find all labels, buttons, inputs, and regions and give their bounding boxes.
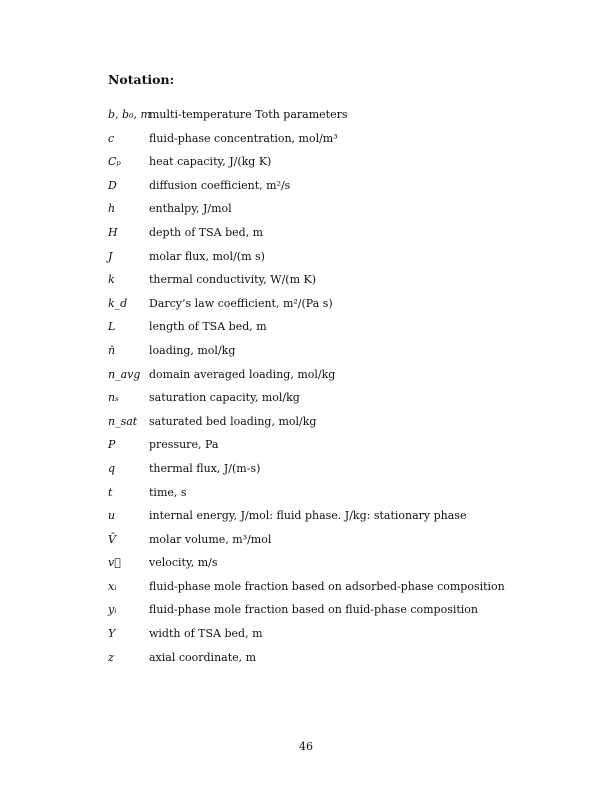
notation-row xyxy=(108,320,528,344)
notation-row xyxy=(108,226,528,250)
notation-description: axial coordinate, m xyxy=(149,650,257,664)
notation-symbol: P xyxy=(108,438,116,452)
notation-description: pressure, Pa xyxy=(149,438,219,452)
notation-symbol: t xyxy=(108,485,113,499)
notation-symbol: yᵢ xyxy=(108,603,117,617)
notation-row xyxy=(108,297,528,321)
notation-row xyxy=(108,179,528,203)
notation-symbol: v⃗ xyxy=(108,556,121,570)
page-number: 46 xyxy=(299,740,313,753)
notation-row xyxy=(108,155,528,179)
notation-description: length of TSA bed, m xyxy=(149,320,267,334)
notation-symbol: xᵢ xyxy=(108,579,117,593)
notation-description: fluid-phase mole fraction based on fluid-phase composition xyxy=(149,603,479,617)
notation-symbol: q xyxy=(108,461,116,475)
notation-row xyxy=(108,202,528,226)
notation-symbol: n̄ xyxy=(108,343,116,357)
notation-description: loading, mol/kg xyxy=(149,343,236,357)
notation-symbol: c xyxy=(108,131,115,145)
notation-row xyxy=(108,132,528,156)
notation-symbol: V̄ xyxy=(108,532,116,546)
notation-symbol: k xyxy=(108,273,115,287)
notation-heading: Notation: xyxy=(108,72,175,87)
notation-description: multi-temperature Toth parameters xyxy=(149,108,348,121)
notation-symbol: n_sat xyxy=(108,414,138,428)
notation-description: velocity, m/s xyxy=(149,556,218,570)
notation-description: domain averaged loading, mol/kg xyxy=(149,367,336,381)
notation-description: molar flux, mol/(m s) xyxy=(149,249,265,263)
notation-symbol: n_avg xyxy=(108,367,141,381)
notation-symbol: L xyxy=(108,320,116,334)
notation-description: enthalpy, J/mol xyxy=(149,202,232,216)
notation-symbol: h xyxy=(108,202,116,216)
notation-symbol: nₛ xyxy=(108,391,119,405)
notation-description: saturated bed loading, mol/kg xyxy=(149,414,317,428)
notation-row xyxy=(108,415,528,439)
notation-symbol: z xyxy=(108,650,114,664)
notation-row xyxy=(108,250,528,274)
notation-symbol: Cₚ xyxy=(108,155,121,169)
notation-description: thermal flux, J/(m-s) xyxy=(149,461,261,475)
notation-symbol: Y xyxy=(108,627,116,641)
notation-description: thermal conductivity, W/(m K) xyxy=(149,273,317,287)
notation-description: Darcy’s law coefficient, m²/(Pa s) xyxy=(149,296,333,310)
notation-symbol: b, b₀, m xyxy=(108,108,151,121)
notation-symbol: u xyxy=(108,509,116,523)
notation-row xyxy=(108,273,528,297)
notation-description: width of TSA bed, m xyxy=(149,627,263,641)
notation-description: diffusion coefficient, m²/s xyxy=(149,178,291,192)
notation-row xyxy=(108,368,528,392)
notation-row xyxy=(108,533,528,557)
notation-description: saturation capacity, mol/kg xyxy=(149,391,300,405)
notation-row xyxy=(108,438,528,462)
notation-description: time, s xyxy=(149,485,187,499)
notation-row xyxy=(108,509,528,533)
notation-row xyxy=(108,108,528,132)
notation-description: fluid-phase concentration, mol/m³ xyxy=(149,131,338,145)
notation-row xyxy=(108,391,528,415)
notation-row xyxy=(108,344,528,368)
notation-description: molar volume, m³/mol xyxy=(149,532,272,546)
notation-symbol: k_d xyxy=(108,296,128,310)
notation-symbol: H xyxy=(108,225,118,239)
notation-row xyxy=(108,462,528,486)
notation-description: heat capacity, J/(kg K) xyxy=(149,155,272,169)
notation-symbol: D xyxy=(108,178,117,192)
notation-row xyxy=(108,651,528,675)
notation-description: fluid-phase mole fraction based on adsorbed-phase composition xyxy=(149,579,505,593)
notation-row xyxy=(108,627,528,651)
notation-row xyxy=(108,486,528,510)
notation-description: depth of TSA bed, m xyxy=(149,225,264,239)
notation-row xyxy=(108,556,528,580)
notation-symbol: J xyxy=(108,249,113,263)
notation-list xyxy=(108,108,528,674)
notation-description: internal energy, J/mol: fluid phase. J/kg: stationary phase xyxy=(149,509,467,523)
notation-row xyxy=(108,603,528,627)
notation-row xyxy=(108,580,528,604)
